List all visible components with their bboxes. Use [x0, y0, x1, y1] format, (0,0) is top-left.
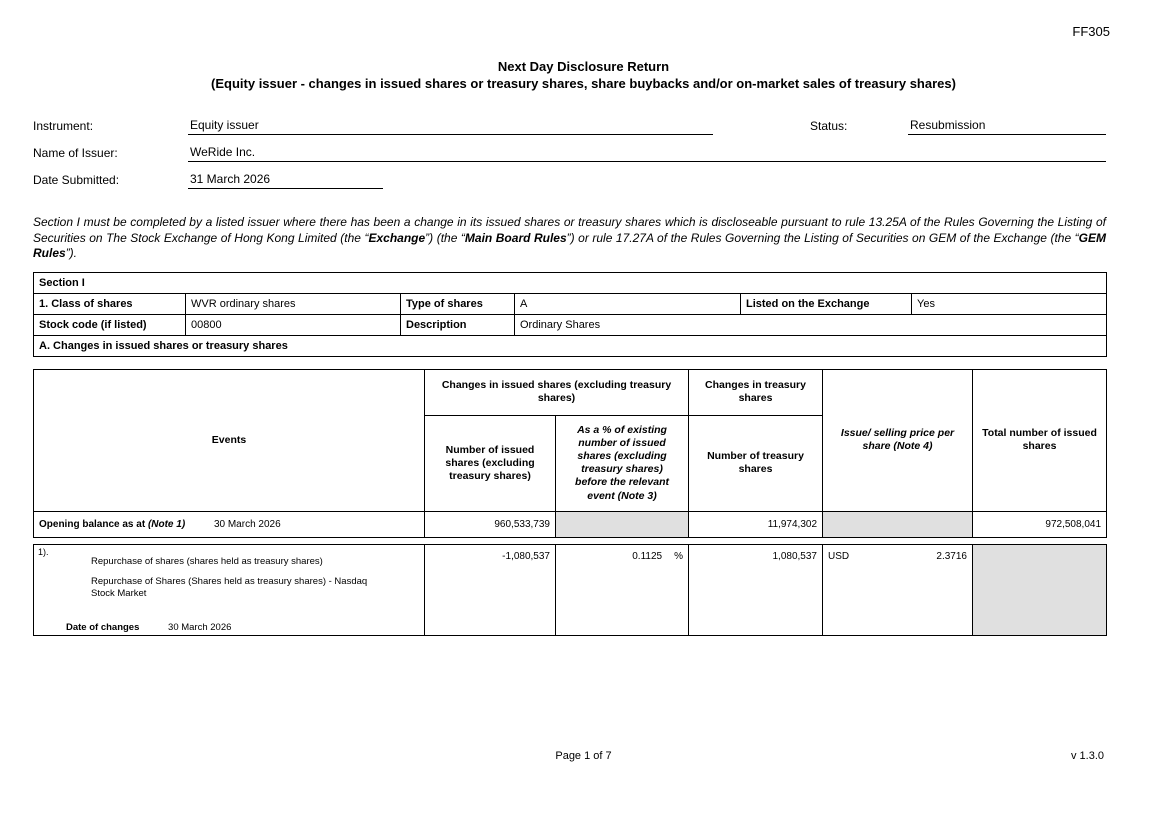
price-per-share-header: Issue/ selling price per share (Note 4) — [823, 369, 973, 511]
section1-title-row — [34, 272, 1107, 293]
event-row-table — [33, 544, 1107, 636]
intro-gem-rules-term: GEM Rules — [33, 230, 1106, 261]
issuer-row — [33, 142, 1106, 162]
listed-on-exchange-label: Listed on the Exchange — [741, 293, 912, 314]
event-description-cell — [34, 544, 425, 635]
form-code-label: FF305 — [1072, 24, 1110, 39]
changes-treasury-group-header: Changes in treasury shares — [689, 369, 823, 415]
status-value: Resubmission — [908, 118, 1106, 135]
intro-text: ”). — [65, 246, 78, 261]
section1-title: Section I — [34, 272, 1107, 293]
class-of-shares-label: 1. Class of shares — [34, 293, 186, 314]
instrument-label: Instrument: — [33, 119, 94, 133]
status-label: Status: — [810, 119, 848, 133]
event-detail: Repurchase of Shares (Shares held as treasury shares) - Nasdaq Stock Market — [91, 575, 368, 599]
section1-table — [33, 272, 1107, 357]
date-submitted-label: Date Submitted: — [33, 173, 120, 187]
opening-number-issued-cell: 960,533,739 — [425, 511, 556, 537]
issuer-label: Name of Issuer: — [33, 146, 118, 160]
event-title: Repurchase of shares (shares held as treasury shares) — [91, 555, 323, 567]
document-title: Next Day Disclosure Return — [497, 59, 670, 74]
class-of-shares-row — [34, 293, 1107, 314]
title-block — [0, 59, 1167, 91]
instrument-value: Equity issuer — [188, 118, 713, 135]
type-of-shares-value: A — [515, 293, 741, 314]
date-submitted-value: 31 March 2026 — [188, 172, 383, 189]
class-of-shares-value: WVR ordinary shares — [186, 293, 401, 314]
opening-balance-date: 30 March 2026 — [213, 518, 281, 530]
date-of-changes-label: Date of changes — [66, 621, 140, 633]
opening-balance-note: (Note 1) — [147, 518, 186, 530]
intro-text: Section I must be completed by a listed issuer where there has been a change in its issued shares or treasury shares which is discloseable pursuant to rule 13.25A of the Rules Governing the Listing of Securities on The Stock Exchange of Hong Kong Limited (the “ — [33, 215, 1106, 245]
instrument-row — [33, 115, 1106, 135]
event-row-1 — [34, 544, 1107, 635]
stock-code-value: 00800 — [186, 314, 401, 335]
shaded-cell — [556, 511, 689, 537]
intro-main-board-rules-term: Main Board Rules — [464, 230, 567, 245]
opening-total-issued-cell: 972,508,041 — [973, 511, 1107, 537]
total-issued-shares-header: Total number of issued shares — [973, 369, 1107, 511]
page-indicator: Page 1 of 7 — [555, 750, 612, 762]
intro-text: ”) (the “ — [425, 230, 465, 245]
opening-balance-row — [34, 511, 1107, 537]
opening-number-treasury-cell: 11,974,302 — [689, 511, 823, 537]
opening-balance-label-cell — [34, 511, 425, 537]
part-a-title-row — [34, 335, 1107, 356]
footer — [0, 750, 1167, 762]
event-currency: USD — [828, 550, 850, 562]
part-a-title: A. Changes in issued shares or treasury shares — [34, 335, 1107, 356]
event-date-line — [38, 622, 420, 633]
date-submitted-row — [33, 169, 1106, 189]
number-issued-shares-header: Number of issued shares (excluding treasury shares) — [425, 415, 556, 511]
shaded-cell — [823, 511, 973, 537]
stock-code-label: Stock code (if listed) — [34, 314, 186, 335]
event-index: 1). — [38, 546, 49, 557]
event-price-cell — [823, 544, 973, 635]
number-treasury-shares-header: Number of treasury shares — [689, 415, 823, 511]
percent-existing-header: As a % of existing number of issued shares (excluding treasury shares) before the relevant event (Note 3) — [556, 415, 689, 511]
header-fields — [33, 115, 1106, 189]
version-label: v 1.3.0 — [1070, 750, 1104, 762]
intro-exchange-term: Exchange — [368, 230, 426, 245]
event-percent-value: 0.1125 — [632, 550, 663, 562]
type-of-shares-label: Type of shares — [401, 293, 515, 314]
changes-table — [33, 369, 1107, 538]
section1-intro-paragraph — [33, 215, 1106, 262]
event-number-treasury-cell: 1,080,537 — [689, 544, 823, 635]
opening-balance-label: Opening balance as at — [39, 518, 146, 530]
description-label: Description — [401, 314, 515, 335]
description-value: Ordinary Shares — [515, 314, 1107, 335]
stock-code-row — [34, 314, 1107, 335]
changes-issued-group-header: Changes in issued shares (excluding treasury shares) — [425, 369, 689, 415]
percent-sign: % — [674, 550, 683, 562]
date-of-changes-value: 30 March 2026 — [168, 621, 232, 633]
intro-text: ”) or rule 17.27A of the Rules Governing the Listing of Securities on GEM of the Exchange (the “ — [566, 230, 1079, 245]
event-number-issued-cell: -1,080,537 — [425, 544, 556, 635]
listed-on-exchange-value: Yes — [912, 293, 1107, 314]
event-price-value: 2.3716 — [936, 550, 967, 562]
changes-table-group-header-row — [34, 369, 1107, 415]
shaded-cell — [973, 544, 1107, 635]
event-percent-cell — [556, 544, 689, 635]
events-header: Events — [34, 369, 425, 511]
document-subtitle: (Equity issuer - changes in issued shares or treasury shares, share buybacks and/or on-market sales of treasury shares) — [211, 76, 956, 91]
issuer-value: WeRide Inc. — [188, 145, 1106, 162]
